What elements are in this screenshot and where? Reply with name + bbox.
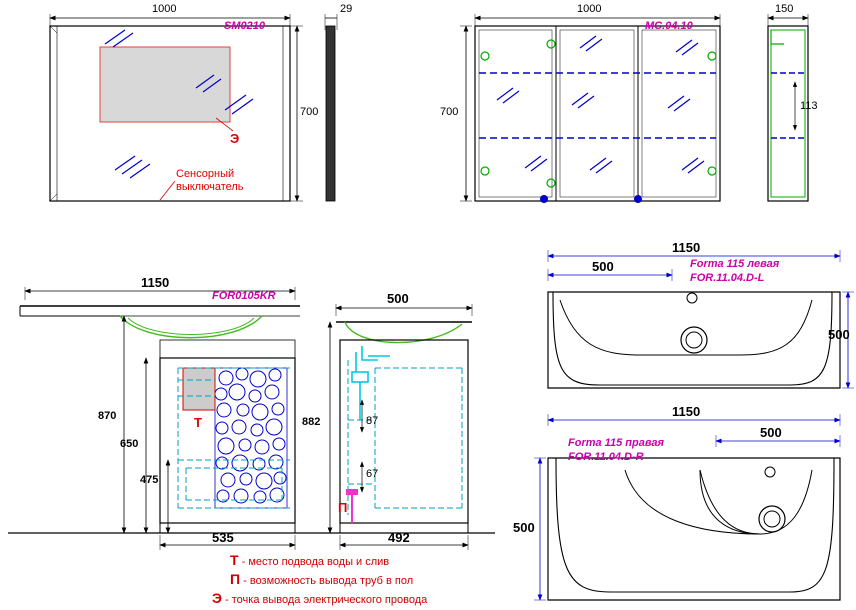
cabinet-height-dim: 700 bbox=[440, 106, 459, 118]
mirror-thickness-dim: 29 bbox=[340, 3, 353, 15]
vanity-width-dim: 1150 bbox=[141, 275, 170, 290]
vanity-side-width-dim: 500 bbox=[387, 291, 409, 306]
basin-right-width-dim: 1150 bbox=[672, 404, 701, 419]
cabinet-shelf-dim: 113 bbox=[800, 100, 818, 112]
vanity-height-870: 870 bbox=[98, 410, 117, 422]
legend-text-t: - место подвода воды и слив bbox=[241, 556, 390, 568]
vanity-side-height-67: 67 bbox=[366, 468, 379, 480]
vanity-side-base-depth: 492 bbox=[388, 530, 410, 545]
basin-right-inner-dim: 500 bbox=[760, 425, 782, 440]
basin-right-title-1: Forma 115 правая bbox=[568, 437, 664, 449]
mirror-width-dim: 1000 bbox=[152, 3, 177, 15]
legend-text-e: - точка вывода электрического провода bbox=[225, 594, 428, 606]
vanity-side-height-882: 882 bbox=[302, 416, 321, 428]
legend-marker-e: Э bbox=[212, 590, 222, 606]
cabinet-width-dim: 1000 bbox=[577, 3, 602, 15]
mirror-marker-e: Э bbox=[230, 131, 240, 146]
basin-right-title-2: FOR.11.04.D-R bbox=[568, 451, 644, 463]
vanity-marker-t: Т bbox=[194, 415, 202, 430]
legend-item-t bbox=[230, 552, 389, 568]
vanity-side-height-87: 87 bbox=[366, 415, 379, 427]
vanity-height-475: 475 bbox=[140, 474, 159, 486]
legend-marker-t: Т bbox=[230, 552, 239, 568]
cabinet-depth-dim: 150 bbox=[775, 3, 794, 15]
vanity-base-width-dim: 535 bbox=[212, 530, 234, 545]
mirror-code-label: SM0210 bbox=[224, 20, 265, 32]
basin-left-depth-dim: 500 bbox=[828, 327, 850, 342]
vanity-marker-p: П bbox=[338, 500, 348, 515]
basin-right-depth-dim: 500 bbox=[513, 520, 535, 535]
legend-item-p bbox=[230, 571, 413, 587]
basin-left-width-dim: 1150 bbox=[672, 240, 701, 255]
legend-item-e bbox=[212, 590, 427, 606]
mirror-note-line1: Сенсорный bbox=[176, 168, 235, 180]
basin-left-inner-dim: 500 bbox=[592, 259, 614, 274]
mirror-height-dim: 700 bbox=[300, 106, 319, 118]
legend-marker-p: П bbox=[230, 571, 241, 587]
legend-text-p: - возможность вывода труб в пол bbox=[243, 575, 414, 587]
mirror-note-line2: выключатель bbox=[176, 181, 244, 193]
vanity-height-650: 650 bbox=[120, 438, 139, 450]
cabinet-code-label: MC.04.10 bbox=[645, 20, 693, 32]
vanity-code-label: FOR0105KR bbox=[212, 290, 276, 302]
basin-left-title-1: Forma 115 левая bbox=[690, 258, 780, 270]
basin-left-title-2: FOR.11.04.D-L bbox=[690, 272, 765, 284]
